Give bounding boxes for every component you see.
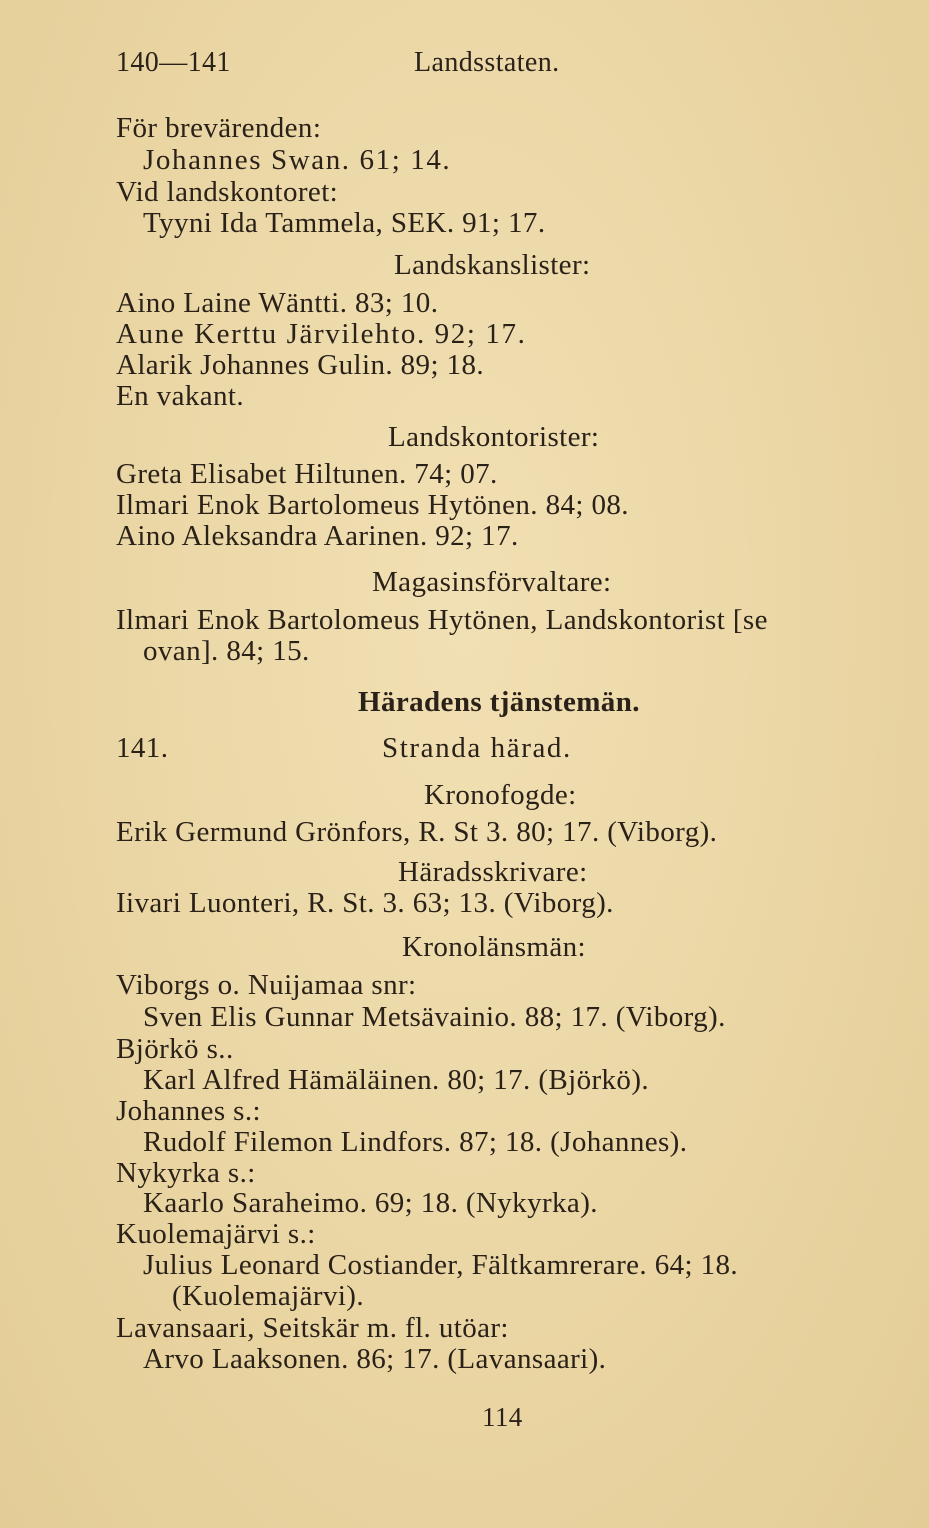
- entry-line: Julius Leonard Costiander, Fältkamrerare. 64; 18.: [143, 1249, 739, 1281]
- entry-line: Karl Alfred Hämäläinen. 80; 17. (Björkö).: [143, 1064, 650, 1096]
- section-label: För brevärenden:: [116, 112, 322, 144]
- subheading: Landskanslister:: [394, 249, 591, 281]
- header-running-title: Landsstaten.: [414, 47, 560, 78]
- subheading: Kronofogde:: [424, 779, 577, 811]
- entry-line: En vakant.: [116, 380, 245, 412]
- entry-line: Tyyni Ida Tammela, SEK. 91; 17.: [143, 207, 546, 239]
- section-heading: Häradens tjänstemän.: [358, 686, 640, 718]
- page-number: 114: [482, 1402, 523, 1432]
- subheading: Kronolänsmän:: [402, 931, 587, 963]
- entry-line: Aune Kerttu Järvilehto. 92; 17.: [116, 318, 527, 350]
- parish-label: Björkö s..: [116, 1033, 234, 1065]
- entry-line: Aino Laine Wäntti. 83; 10.: [116, 287, 439, 319]
- entry-line: Sven Elis Gunnar Metsävainio. 88; 17. (Viborg).: [143, 1001, 726, 1033]
- entry-line: Erik Germund Grönfors, R. St 3. 80; 17. (Viborg).: [116, 816, 718, 848]
- entry-line: Iivari Luonteri, R. St. 3. 63; 13. (Viborg).: [116, 887, 614, 919]
- entry-line: Greta Elisabet Hiltunen. 74; 07.: [116, 458, 498, 490]
- entry-line: Arvo Laaksonen. 86; 17. (Lavansaari).: [143, 1343, 607, 1375]
- parish-label: Lavansaari, Seitskär m. fl. utöar:: [116, 1312, 509, 1344]
- subheading: Häradsskrivare:: [398, 856, 588, 888]
- district-heading: Stranda härad.: [382, 732, 572, 764]
- entry-line: (Kuolemajärvi).: [172, 1280, 365, 1312]
- parish-label: Viborgs o. Nuijamaa snr:: [116, 969, 417, 1001]
- entry-line: Ilmari Enok Bartolomeus Hytönen, Landskontorist [se: [116, 604, 768, 636]
- entry-line: Ilmari Enok Bartolomeus Hytönen. 84; 08.: [116, 489, 629, 521]
- section-label: Vid landskontoret:: [116, 176, 339, 208]
- parish-label: Kuolemajärvi s.:: [116, 1218, 316, 1250]
- entry-line: Alarik Johannes Gulin. 89; 18.: [116, 349, 485, 381]
- section-number: 141.: [116, 732, 169, 764]
- parish-label: Nykyrka s.:: [116, 1157, 256, 1189]
- entry-line: Aino Aleksandra Aarinen. 92; 17.: [116, 520, 519, 552]
- subheading: Magasinsförvaltare:: [372, 566, 612, 598]
- entry-line: Rudolf Filemon Lindfors. 87; 18. (Johannes).: [143, 1126, 688, 1158]
- header-page-range: 140—141: [116, 47, 231, 78]
- subheading: Landskontorister:: [388, 421, 600, 453]
- entry-line: Kaarlo Saraheimo. 69; 18. (Nykyrka).: [143, 1187, 598, 1219]
- parish-label: Johannes s.:: [116, 1095, 261, 1127]
- entry-line: Johannes Swan. 61; 14.: [143, 144, 452, 176]
- entry-line: ovan]. 84; 15.: [143, 635, 310, 667]
